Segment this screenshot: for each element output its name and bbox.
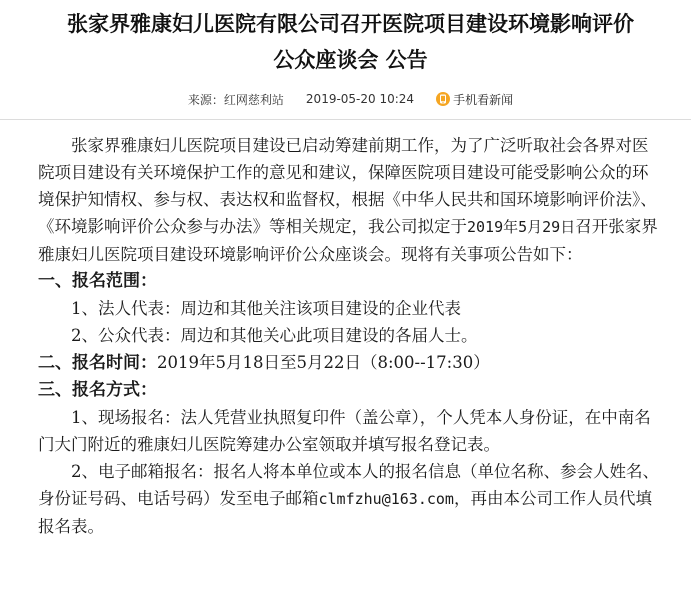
intro-text-a: 张家界雅康妇儿医院项目建设已启动筹建前期工作，为了广泛听取社会各界对医院项目建设有关环境保护工作的意见和建议，保障医院项目建设可能受影响公众的环境保护知情权、参与权、表达权和监督权，根据《中华人民共和国环境影响评价法》、《环境影响评价公众参与办法》等相关规定，我公司拟定于 xyxy=(38,136,657,236)
article-meta xyxy=(38,88,663,110)
section3-item2 xyxy=(38,458,663,540)
section1-item2: 2、公众代表：周边和其他关心此项目建设的各届人士。 xyxy=(71,326,478,345)
article-source: 来源：红网慈利站 xyxy=(187,92,284,107)
section3-item2-text-b: ，再由本公司工作人员代填报名表。 xyxy=(38,489,652,536)
article-title xyxy=(38,0,663,78)
section3-heading: 三、报名方式： xyxy=(38,380,157,400)
section2-row xyxy=(38,349,663,377)
mobile-news-link[interactable] xyxy=(436,91,513,108)
section3-item2-text-a: 2、电子邮箱报名：报名人将本单位或本人的报名信息（单位名称、参会人姓名、身份证号码、电话号码）发至电子邮箱 xyxy=(38,462,659,508)
contact-email: clmfzhu@163.com xyxy=(318,490,454,508)
title-line-2: 公众座谈会 公告 xyxy=(273,48,428,72)
section3-item1: 1、现场报名：法人凭营业执照复印件（盖公章），个人凭本人身份证，在中南名门大门附近的雅康妇儿医院筹建办公室领取并填写报名登记表。 xyxy=(38,408,651,454)
article-body xyxy=(38,132,663,540)
meta-divider xyxy=(0,119,691,120)
section1-heading: 一、报名范围： xyxy=(38,271,157,291)
intro-paragraph xyxy=(38,132,663,268)
intro-text-b: 召开张家界雅康妇儿医院项目建设环境影响评价公众座谈会。现将有关事项公告如下： xyxy=(38,217,658,264)
section2-heading: 二、报名时间： xyxy=(38,353,157,373)
section1-item1: 1、法人代表：周边和其他关注该项目建设的企业代表 xyxy=(71,299,461,318)
phone-icon xyxy=(436,92,450,106)
meeting-date: 2019年5月29日 xyxy=(467,218,576,236)
title-line-1: 张家界雅康妇儿医院有限公司召开医院项目建设环境影响评价 xyxy=(67,12,634,36)
mobile-news-label: 手机看新闻 xyxy=(453,92,514,107)
section2-text: 2019年5月18日至5月22日（8:00--17:30） xyxy=(157,353,490,372)
article-datetime: 2019-05-20 10:24 xyxy=(305,92,415,106)
